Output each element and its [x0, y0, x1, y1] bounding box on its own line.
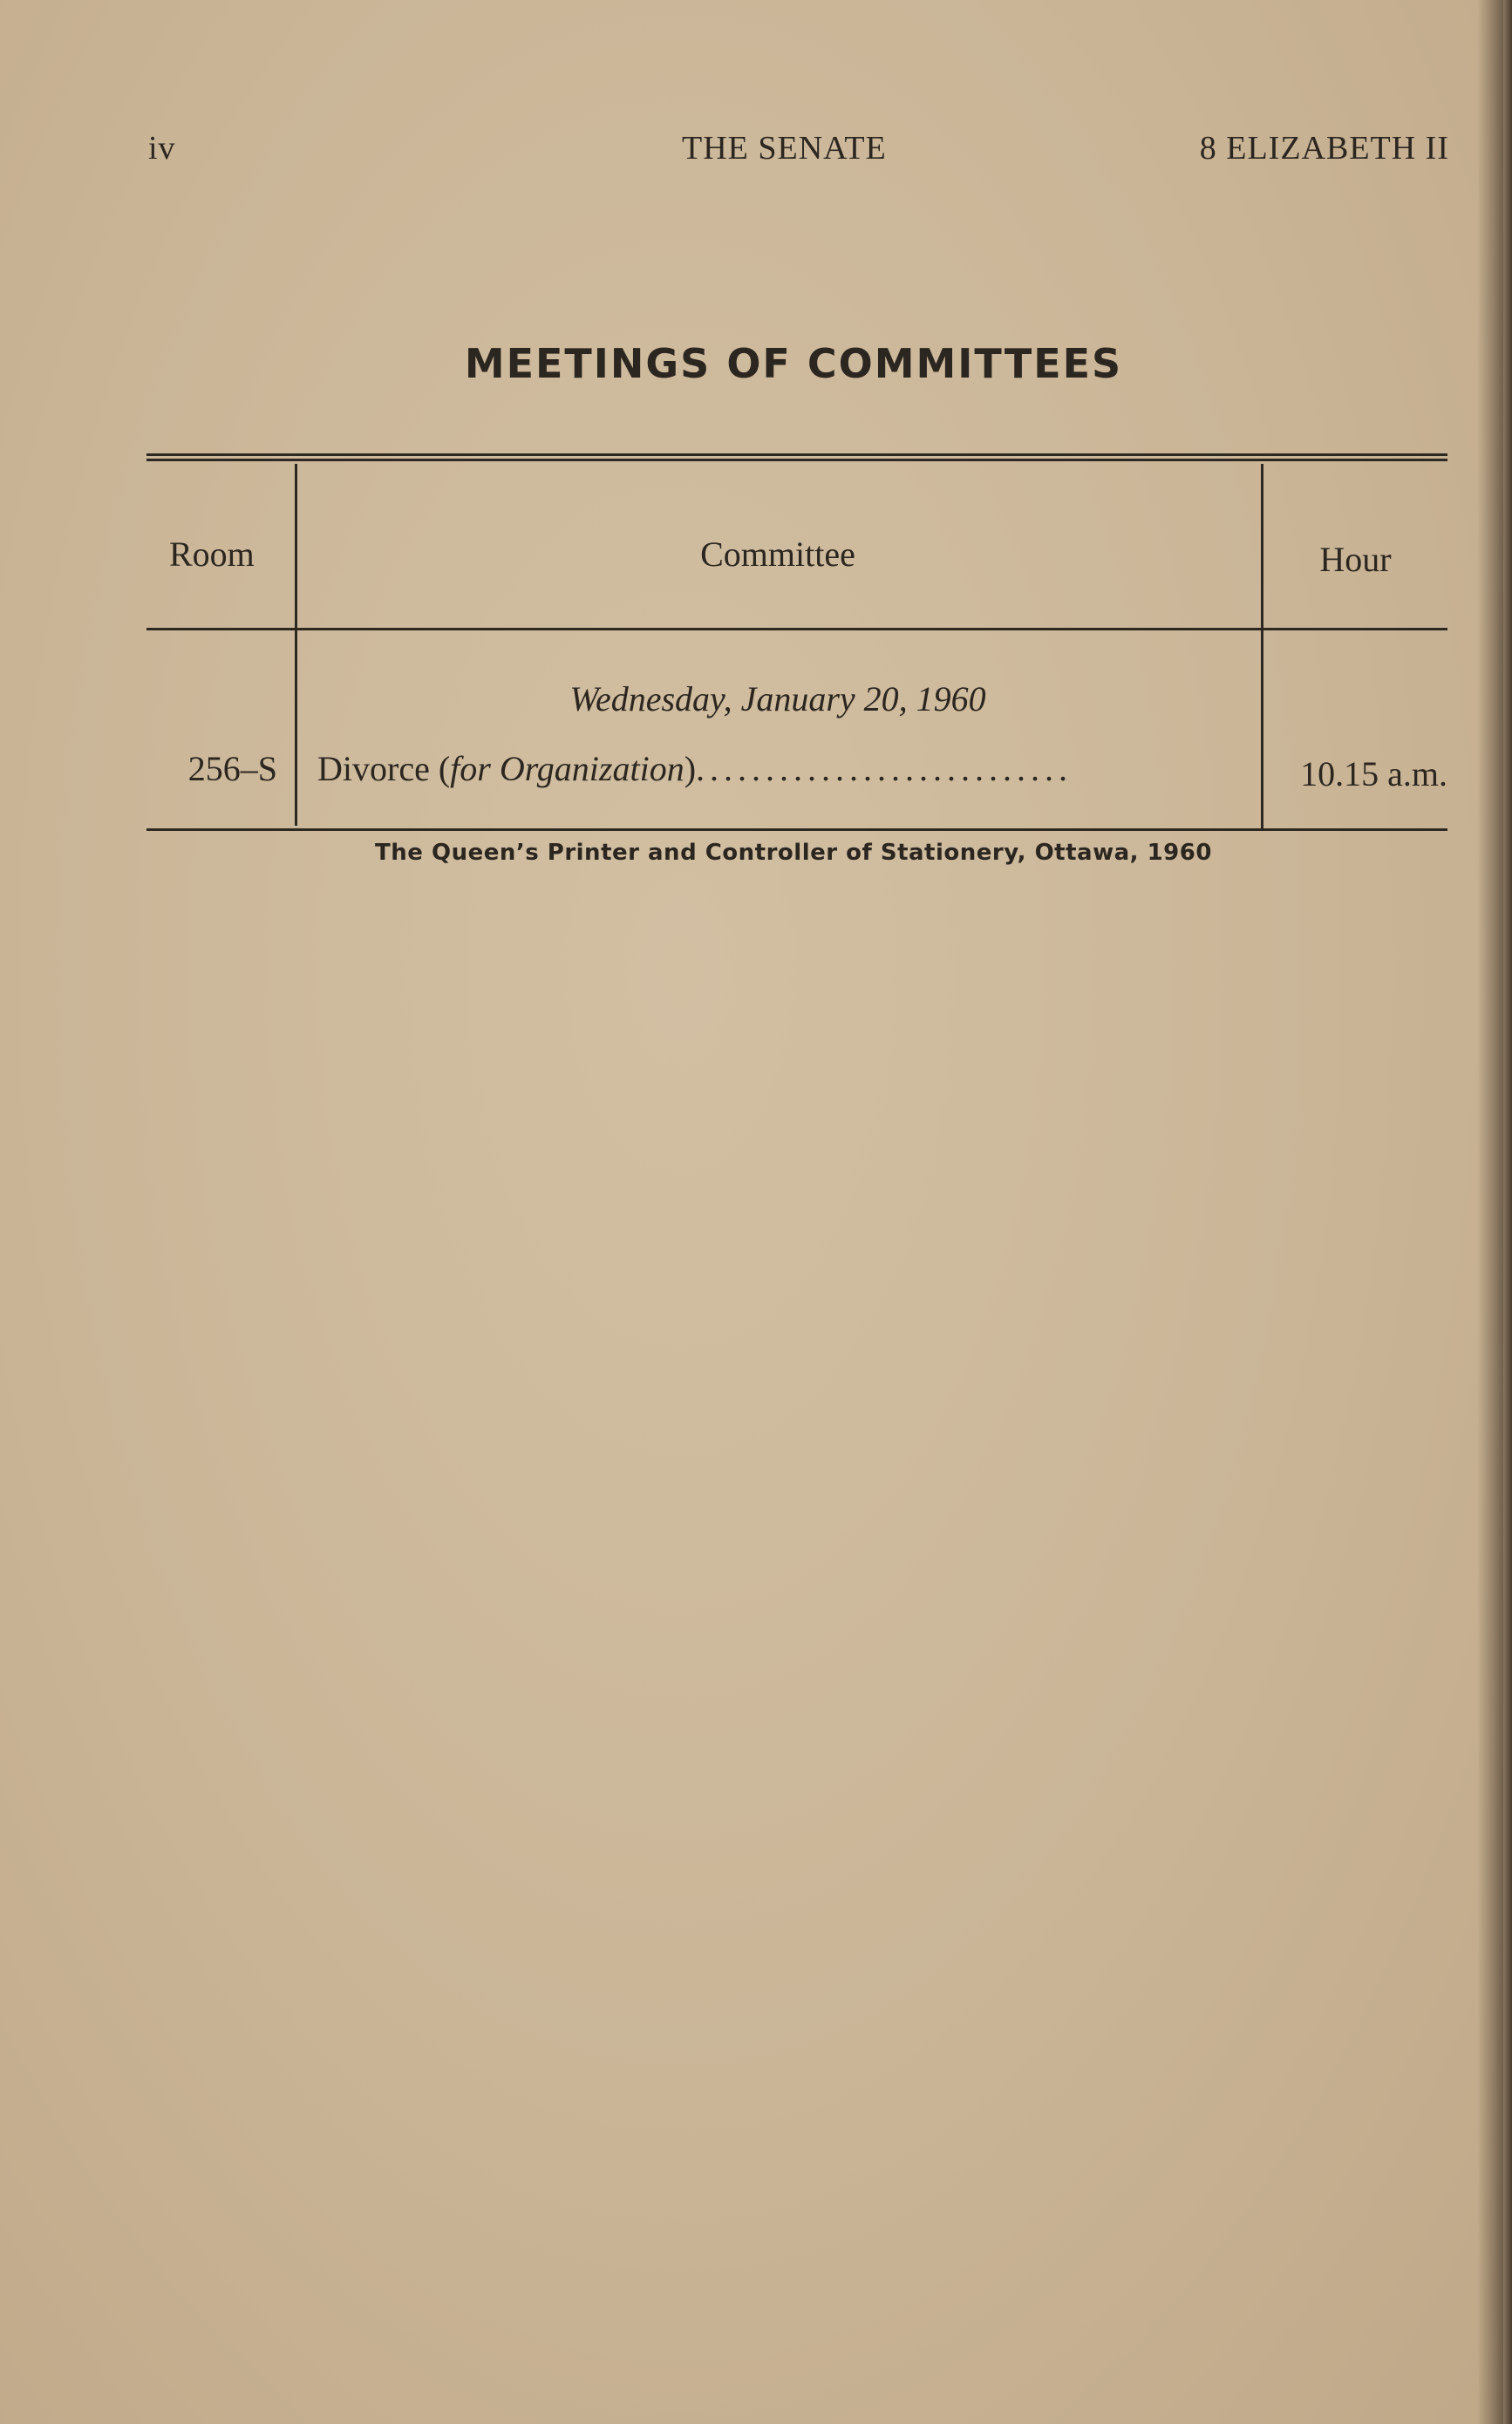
table-bottom-rule [146, 828, 1447, 831]
row-room: 256–S [187, 749, 277, 788]
row-hour: 10.15 a.m. [1300, 754, 1447, 793]
running-head [148, 129, 1449, 173]
header-rule [146, 628, 1447, 630]
column-divider-room [295, 464, 297, 826]
committee-name: Divorce [317, 749, 430, 788]
committee-table [146, 453, 1447, 837]
regnal-year: 8 ELIZABETH II [1199, 130, 1449, 167]
running-title: THE SENATE [682, 130, 887, 167]
page-title: MEETINGS OF COMMITTEES [464, 340, 1123, 387]
leader-dots: ........................... [696, 749, 1073, 788]
page-number: iv [148, 130, 176, 167]
header-room: Room [169, 535, 255, 574]
header-hour: Hour [1319, 540, 1392, 579]
row-committee: Divorce (for Organization)........................... [317, 749, 1073, 788]
header-committee: Committee [700, 535, 855, 574]
date-heading: Wednesday, January 20, 1960 [569, 679, 986, 718]
table-top-double-rule [146, 453, 1447, 461]
committee-note: for Organization [450, 749, 684, 788]
printer-imprint: The Queen’s Printer and Controller of Stationery, Ottawa, 1960 [375, 840, 1212, 866]
